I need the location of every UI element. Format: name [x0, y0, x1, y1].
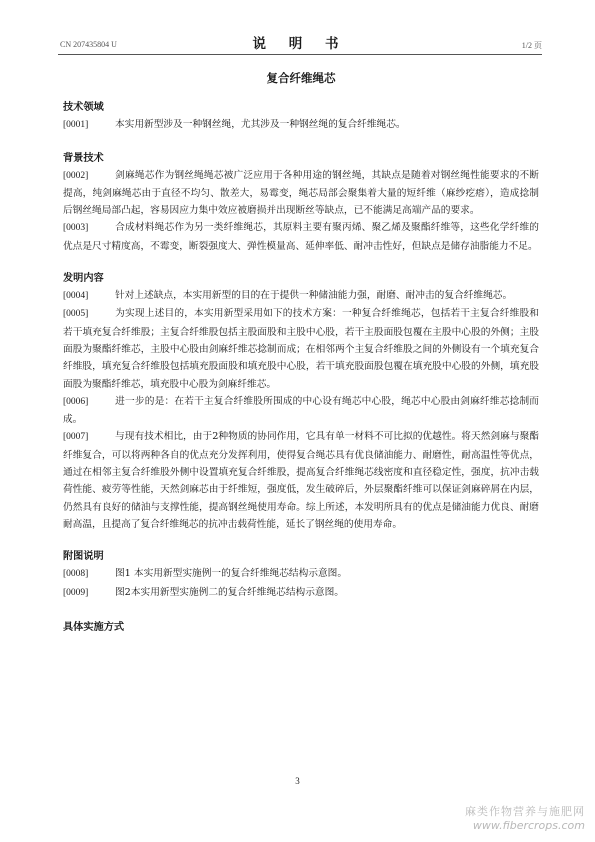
paragraph-number: [0001] — [63, 120, 89, 131]
watermark-url: www.fibercrops.com — [472, 819, 585, 832]
paragraph-text: 剑麻绳芯作为钢丝绳绳芯被广泛应用于各种用途的钢丝绳，其缺点是随着对钢丝绳性能要求的不断提高，纯剑麻绳芯由于直径不均匀、散差大，易霉变，绳芯局部会聚集着大量的短纤维（麻纱疙瘩），造成捻制后钢丝绳局部凸起，容易因应力集中效应被磨损并出现断丝等缺点，已不能满足高端产品的要求。 — [63, 169, 539, 217]
page-count: 1/2 页 — [521, 41, 542, 50]
paragraph-number: [0006] — [63, 396, 89, 407]
paragraph-text: 与现有技术相比，由于2种物质的协同作用，它具有单一材料不可比拟的优越性。将天然剑麻与聚酯纤维复合，可以将两种各自的优点充分发挥利用，使得复合绳芯具有优良储油能力、耐磨性，耐高温性等优点，通过在相邻主复合纤维股外侧中设置填充复合纤维股，提高复合纤维绳芯线密度和直径稳定性，强度，抗冲击载荷性能、疲劳等性能，天然剑麻芯由于纤维短，强度低，发生破碎后，外层聚酯纤维可以保证剑麻碎屑在内层，仍然具有良好的储油与支撑性能，提高钢丝绳使用寿命。综上所述，本发明所具有的优点是储油能力优良、耐磨耐高温，且提高了复合纤维绳芯的抗冲击载荷性能，延长了钢丝绳的使用寿命。 — [63, 431, 539, 530]
paragraph-number: [0007] — [63, 432, 89, 443]
paragraph-number: [0003] — [63, 223, 89, 234]
paragraph-number: [0009] — [63, 587, 89, 598]
paragraph — [63, 584, 539, 602]
paragraph-text: 本实用新型涉及一种钢丝绳，尤其涉及一种钢丝绳的复合纤维绳芯。 — [115, 119, 406, 131]
site-watermark — [465, 803, 585, 832]
document-title: 复合纤维绳芯 — [266, 71, 336, 85]
paragraph — [63, 116, 539, 134]
paragraph-number: [0005] — [63, 309, 89, 320]
paragraph — [63, 167, 539, 220]
paragraph-number: [0008] — [63, 569, 89, 580]
paragraph-text: 进一步的是：在若干主复合纤维股所围成的中心设有绳芯中心股，绳芯中心股由剑麻纤维芯捻制而成。 — [63, 395, 539, 426]
header-divider — [58, 54, 542, 55]
section-heading-embodiment: 具体实施方式 — [63, 620, 125, 633]
paragraph-text: 图1 本实用新型实施例一的复合纤维绳芯结构示意图。 — [115, 568, 348, 580]
paragraph — [63, 565, 539, 583]
paragraph — [63, 219, 539, 255]
paragraph-number: [0004] — [63, 291, 89, 302]
section-heading-tech-field: 技术领域 — [63, 101, 104, 114]
paragraph-text: 图2本实用新型实施例二的复合纤维绳芯结构示意图。 — [115, 586, 344, 598]
document-body — [63, 70, 539, 636]
paragraph-text: 合成材料绳芯作为另一类纤维绳芯，其原料主要有聚丙烯、聚乙烯及聚酯纤维等，这些化学纤维的优点是尺寸精度高，不霉变，断裂强度大、弹性模量高、延伸率低、耐冲击性好，但缺点是储存油脂能力不足。 — [63, 222, 539, 252]
paragraph — [63, 428, 539, 533]
paragraph-text: 针对上述缺点，本实用新型的目的在于提供一种储油能力强，耐磨、耐冲击的复合纤维绳芯。 — [115, 290, 513, 302]
paragraph — [63, 305, 539, 392]
paragraph-number: [0002] — [63, 170, 89, 181]
paragraph — [63, 393, 539, 429]
document-type: 说 明 书 — [252, 36, 348, 52]
page-number: 3 — [295, 776, 300, 786]
paragraph — [63, 287, 539, 305]
section-heading-background: 背景技术 — [63, 151, 104, 164]
section-heading-invention: 发明内容 — [63, 272, 104, 285]
watermark-title: 麻类作物营养与施肥网 — [465, 805, 585, 818]
patent-number: CN 207435804 U — [60, 40, 117, 49]
section-heading-drawings: 附图说明 — [63, 550, 104, 563]
paragraph-text: 为实现上述目的，本实用新型采用如下的技术方案：一种复合纤维绳芯，包括若干主复合纤维股和若干填充复合纤维股；主复合纤维股包括主股面股和主股中心股，若干主股面股包覆在主股中心股的外侧；主股面股为聚酯纤维芯，主股中心股由剑麻纤维芯捻制而成；在相邻两个主复合纤维股之间的外侧设有一个填充复合纤维股，填充复合纤维股包括填充股面股和填充股中心股，若干填充股面股包覆在填充股中心股的外侧，填充股面股为聚酯纤维芯，填充股中心股为剑麻纤维芯。 — [63, 308, 539, 390]
page-header — [58, 30, 542, 52]
